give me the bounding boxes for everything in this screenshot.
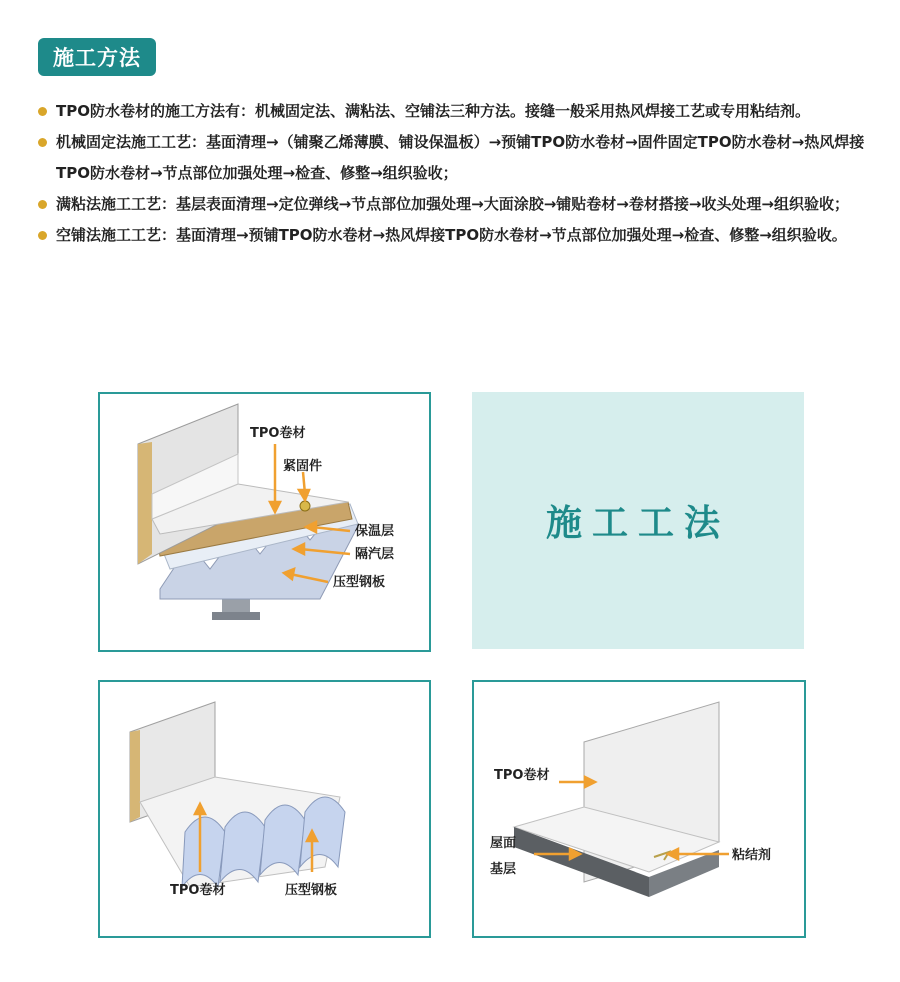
label-tpo-membrane: TPO卷材 <box>250 426 306 441</box>
bullet-dot-icon <box>38 231 47 240</box>
diagram-steel-deck <box>98 680 431 938</box>
diagram-fully-adhered <box>472 680 806 938</box>
bullet-list <box>38 96 868 251</box>
steel-deck-illustration <box>100 682 429 936</box>
label-insulation: 保温层 <box>355 524 395 539</box>
label-vapor-barrier: 隔汽层 <box>355 547 395 562</box>
adhered-illustration <box>474 682 804 936</box>
label-steel-deck: 压型钢板 <box>285 883 338 898</box>
bullet-item <box>38 96 868 127</box>
label-tpo-membrane: TPO卷材 <box>494 768 550 783</box>
bullet-item <box>38 189 868 220</box>
label-tpo-membrane: TPO卷材 <box>170 883 226 898</box>
bullet-dot-icon <box>38 200 47 209</box>
bullet-item <box>38 220 868 251</box>
bullet-dot-icon <box>38 138 47 147</box>
method-title-panel <box>472 392 804 649</box>
bullet-text: 机械固定法施工工艺：基面清理→（铺聚乙烯薄膜、铺设保温板）→预铺TPO防水卷材→固件固定TPO防水卷材→热风焊接TPO防水卷材→节点部位加强处理→检查、修整→组织验收； <box>56 133 865 182</box>
bullet-text: TPO防水卷材的施工方法有：机械固定法、满粘法、空铺法三种方法。接缝一般采用热风焊接工艺或专用粘结剂。 <box>56 102 810 120</box>
method-title: 施工工法 <box>545 503 730 544</box>
bullet-text: 满粘法施工工艺：基层表面清理→定位弹线→节点部位加强处理→大面涂胶→铺贴卷材→卷材搭接→收头处理→组织验收； <box>56 195 849 213</box>
bullet-text: 空铺法施工工艺：基面清理→预铺TPO防水卷材→热风焊接TPO防水卷材→节点部位加强处理→检查、修整→组织验收。 <box>56 226 847 244</box>
diagram-mechanical-fixing <box>98 392 431 652</box>
label-roof: 屋面 <box>490 836 517 851</box>
label-substrate: 基层 <box>490 862 517 877</box>
label-steel-deck: 压型钢板 <box>333 575 386 590</box>
label-adhesive: 粘结剂 <box>732 848 772 863</box>
section-title: 施工方法 <box>38 38 156 76</box>
bullet-dot-icon <box>38 107 47 116</box>
label-fastener: 紧固件 <box>283 459 323 474</box>
roof-layers-illustration <box>100 394 429 650</box>
bullet-item <box>38 127 868 189</box>
